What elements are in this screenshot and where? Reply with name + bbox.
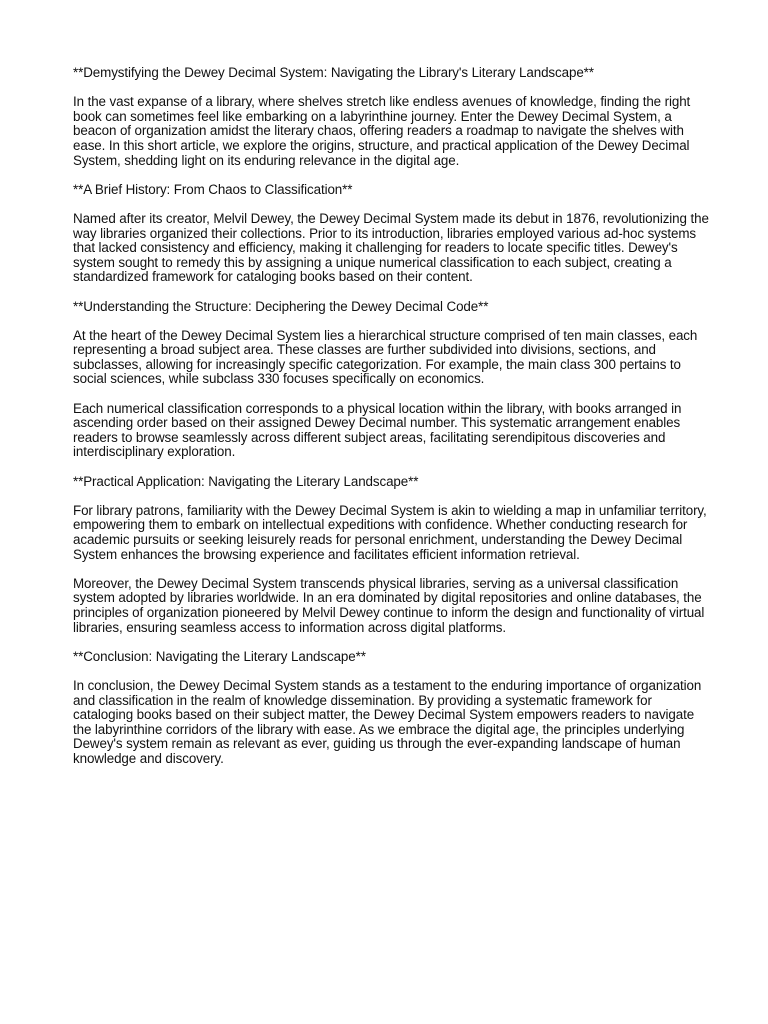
section-heading-history: **A Brief History: From Chaos to Classification** bbox=[73, 181, 353, 197]
document-title: **Demystifying the Dewey Decimal System: Navigating the Library's Literary Landscape** bbox=[73, 65, 594, 80]
document-page bbox=[73, 66, 713, 781]
section-heading-conclusion: **Conclusion: Navigating the Literary Landscape** bbox=[73, 648, 366, 664]
intro-paragraph: In the vast expanse of a library, where shelves stretch like endless avenues of knowledge, finding the right book can sometimes feel like embarking on a labyrinthine journey. Enter the Dewey Decimal System, a beacon of organization amidst the literary chaos, offering readers a roadmap to navigate the shelves with ease. In this short article, we explore the origins, structure, and practical application of the Dewey Decimal System, shedding light on its enduring relevance in the digital age. bbox=[73, 94, 691, 168]
structure-paragraph-2: Each numerical classification corresponds to a physical location within the library, with books arranged in ascending order based on their assigned Dewey Decimal number. This systematic arrangement enables readers to browse seamlessly across different subject areas, facilitating serendipitous discoveries and interdisciplinary exploration. bbox=[73, 400, 682, 460]
application-paragraph-1: For library patrons, familiarity with the Dewey Decimal System is akin to wielding a map in unfamiliar territory, empowering them to embark on intellectual expeditions with confidence. Whether conducting research for academic pursuits or seeking leisurely reads for personal enrichment, understanding the Dewey Decimal System enhances the browsing experience and facilitates efficient information retrieval. bbox=[73, 502, 707, 562]
structure-paragraph-1: At the heart of the Dewey Decimal System lies a hierarchical structure comprised of ten main classes, each representing a broad subject area. These classes are further subdivided into divisions, sections, and subclasses, allowing for increasingly specific categorization. For example, the main class 300 pertains to social sciences, while subclass 330 focuses specifically on economics. bbox=[73, 327, 698, 387]
application-paragraph-2: Moreover, the Dewey Decimal System transcends physical libraries, serving as a universal classification system adopted by libraries worldwide. In an era dominated by digital repositories and online databases, the principles of organization pioneered by Melvil Dewey continue to inform the design and functionality of virtual libraries, ensuring seamless access to information across digital platforms. bbox=[73, 575, 705, 635]
conclusion-paragraph: In conclusion, the Dewey Decimal System stands as a testament to the enduring importance of organization and classification in the realm of knowledge dissemination. By providing a systematic framework for cataloging books based on their subject matter, the Dewey Decimal System empowers readers to navigate the labyrinthine corridors of the library with ease. As we embrace the digital age, the principles underlying Dewey's system remain as relevant as ever, guiding us through the ever-expanding landscape of human knowledge and discovery. bbox=[73, 677, 702, 766]
section-heading-application: **Practical Application: Navigating the Literary Landscape** bbox=[73, 473, 419, 489]
history-paragraph: Named after its creator, Melvil Dewey, the Dewey Decimal System made its debut in 1876, revolutionizing the way libraries organized their collections. Prior to its introduction, libraries employed various ad-hoc systems that lacked consistency and efficiency, making it challenging for readers to locate specific titles. Dewey's system sought to remedy this by assigning a unique numerical classification to each subject, creating a standardized framework for cataloging books based on their content. bbox=[73, 210, 709, 285]
section-heading-structure: **Understanding the Structure: Deciphering the Dewey Decimal Code** bbox=[73, 298, 489, 314]
